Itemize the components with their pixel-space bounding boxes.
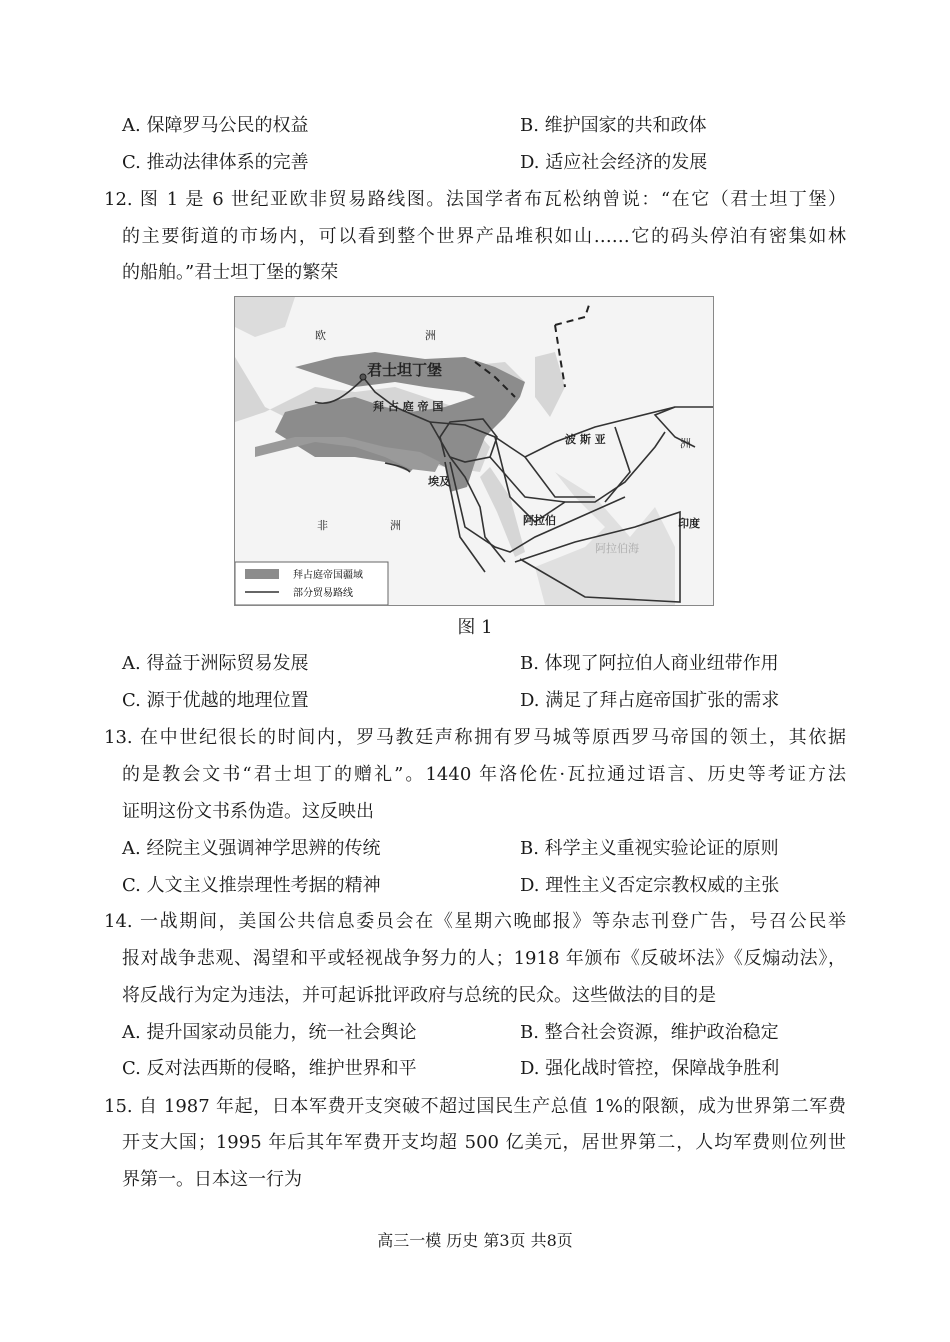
q14-option-b: B. 整合社会资源，维护政治稳定 — [520, 1022, 779, 1043]
map-label-constantinople: 君士坦丁堡 — [367, 361, 443, 379]
q14-option-c: C. 反对法西斯的侵略，维护世界和平 — [122, 1058, 417, 1079]
q12-stem-line: 的主要街道的市场内，可以看到整个世界产品堆积如山……它的码头停泊有密集如林 — [122, 226, 846, 247]
map-label-arabia: 阿拉伯 — [523, 514, 556, 527]
map-graphic — [235, 297, 713, 605]
page-footer: 高三一模 历史 第3页 共8页 — [377, 1231, 573, 1250]
q11-option-a: A. 保障罗马公民的权益 — [122, 115, 309, 136]
q13-option-a: A. 经院主义强调神学思辨的传统 — [122, 838, 381, 859]
map-label-byzantine: 拜 占 庭 帝 国 — [373, 400, 444, 413]
q14-option-a: A. 提升国家动员能力，统一社会舆论 — [122, 1022, 417, 1043]
q11-option-d: D. 适应社会经济的发展 — [520, 152, 708, 173]
map-label-europe-zhou: 洲 — [425, 329, 436, 342]
q14-stem-line: 报对战争悲观、渴望和平或轻视战争努力的人；1918 年颁布《反破坏法》《反煽动法》， — [122, 948, 846, 969]
map-label-india: 印度 — [678, 517, 700, 530]
map-label-europe: 欧 — [315, 329, 326, 342]
q12-option-c: C. 源于优越的地理位置 — [122, 690, 309, 711]
q14-stem-line: 14. 一战期间，美国公共信息委员会在《星期六晚邮报》等杂志刊登广告，号召公民举 — [104, 911, 846, 932]
legend-territory-label: 拜占庭帝国疆域 — [293, 570, 363, 581]
q12-stem-line: 的船舶。”君士坦丁堡的繁荣 — [122, 262, 339, 283]
q13-stem-line: 的是教会文书“君士坦丁的赠礼”。1440 年洛伦佐·瓦拉通过语言、历史等考证方法 — [122, 764, 846, 785]
q13-option-d: D. 理性主义否定宗教权威的主张 — [520, 875, 780, 896]
q15-stem-line: 界第一。日本这一行为 — [122, 1169, 302, 1190]
q11-option-c: C. 推动法律体系的完善 — [122, 152, 309, 173]
trade-route-map — [234, 296, 714, 606]
map-label-africa-zhou: 洲 — [390, 519, 401, 532]
q13-option-c: C. 人文主义推崇理性考据的精神 — [122, 875, 381, 896]
q12-option-a: A. 得益于洲际贸易发展 — [122, 653, 309, 674]
constantinople-marker — [360, 374, 366, 380]
legend-route-label: 部分贸易路线 — [293, 588, 353, 599]
q12-option-d: D. 满足了拜占庭帝国扩张的需求 — [520, 690, 780, 711]
q15-stem-line: 15. 自 1987 年起，日本军费开支突破不超过国民生产总值 1%的限额，成为世界第二军费 — [104, 1096, 846, 1117]
q15-stem-line: 开支大国；1995 年后其年军费开支均超 500 亿美元，居世界第二，人均军费则位列世 — [122, 1132, 846, 1153]
map-label-africa: 非 — [317, 519, 328, 532]
map-label-egypt: 埃及 — [428, 475, 450, 488]
legend-territory-swatch — [245, 569, 279, 579]
figure-caption: 图 1 — [457, 617, 493, 638]
q14-option-d: D. 强化战时管控，保障战争胜利 — [520, 1058, 780, 1079]
q13-stem-line: 13. 在中世纪很长的时间内，罗马教廷声称拥有罗马城等原西罗马帝国的领土，其依据 — [104, 727, 846, 748]
map-label-persia: 波 斯 亚 — [565, 433, 606, 446]
q12-stem-line: 12. 图 1 是 6 世纪亚欧非贸易路线图。法国学者布瓦松纳曾说：“在它（君士坦丁堡） — [104, 189, 846, 210]
map-legend — [235, 562, 388, 605]
map-label-arabian-sea: 阿拉伯海 — [595, 542, 639, 555]
map-label-asia-zhou: 洲 — [680, 437, 691, 450]
q11-option-b: B. 维护国家的共和政体 — [520, 115, 707, 136]
q13-stem-line: 证明这份文书系伪造。这反映出 — [122, 801, 374, 822]
q12-option-b: B. 体现了阿拉伯人商业纽带作用 — [520, 653, 779, 674]
q14-stem-line: 将反战行为定为违法，并可起诉批评政府与总统的民众。这些做法的目的是 — [122, 985, 716, 1006]
q13-option-b: B. 科学主义重视实验论证的原则 — [520, 838, 779, 859]
